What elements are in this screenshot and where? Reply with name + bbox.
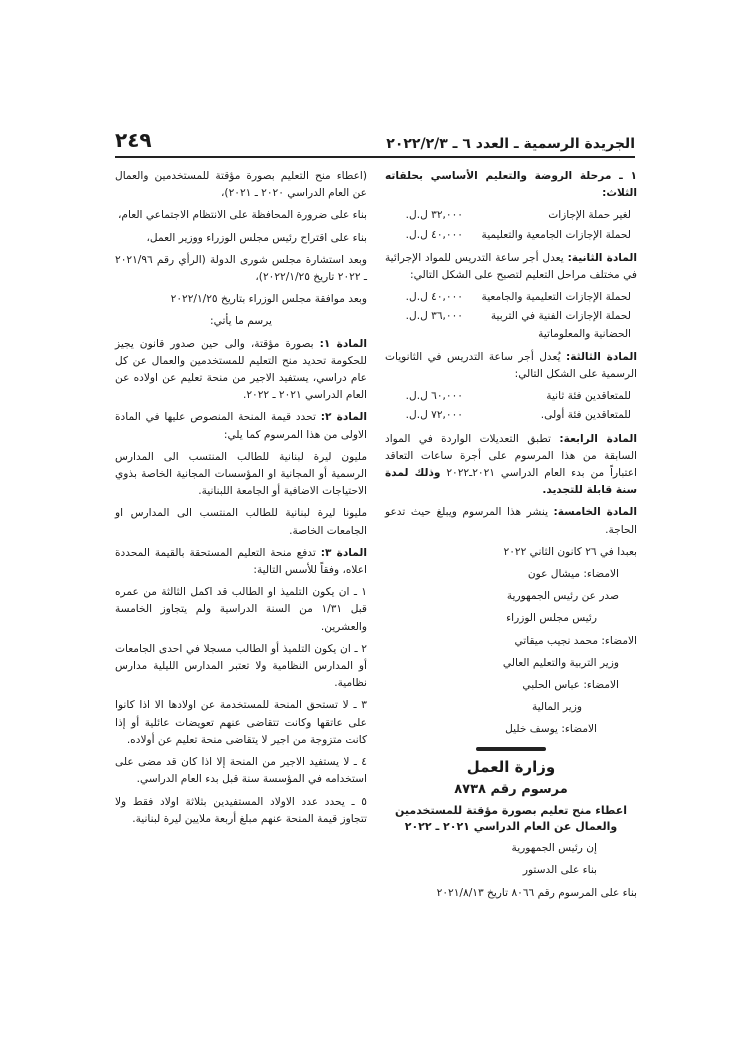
rate-recipient: للمتعاقدين فئة أولى. <box>540 409 631 422</box>
article-text: بصورة مؤقتة، والى حين صدور قانون يجيز للحكومة تحديد منح التعليم للمستخدمين والعمال عن كل عام دراسي، يستفيد الاجير من منحة تعليم عن اولاده عن العام الدراسي ٢٠٢١ ـ ٢٠٢٢. <box>115 337 367 402</box>
paragraph: (اعطاء منح التعليم بصورة مؤقتة للمستخدمين والعمال عن العام الدراسي ٢٠٢٠ ـ ٢٠٢١)، <box>115 170 367 200</box>
ministry-heading: وزارة العمل <box>466 757 556 776</box>
paragraph: وبعد استشارة مجلس شورى الدولة (الرأي رقم ٢٠٢١/٩٦ ـ ٢٠٢٢ تاريخ ٢٠٢٢/١/٢٥)، <box>115 253 367 284</box>
article-label: المادة الثالثة: <box>565 350 637 363</box>
page-number: ٢٤٩ <box>115 128 152 152</box>
article-2 <box>115 409 367 443</box>
article-2 <box>385 250 637 284</box>
signature-edu-minister: الامضاء: عباس الحلبي <box>522 679 619 692</box>
condition-item: ٢ ـ ان يكون التلميذ أو الطالب مسجلا في احدى الجامعات أو المدارس النظامية ولا تعتبر المدارس الليلية مدارس نظامية. <box>115 642 367 690</box>
rate-amount: ٤٠,٠٠٠ ل.ل. <box>405 291 463 304</box>
condition-item: ٣ ـ لا تستحق المنحة للمستخدمة عن اولادها الا اذا كانوا على عاتقها وكانت تتقاضى عنهم تعويضات عائلية أو إذا كانت متزوجة من اجير لا يتقاضى منحة تعليم عن أولاده. <box>115 699 367 746</box>
rate-amount: ٣٦,٠٠٠ ل.ل. <box>405 310 463 323</box>
rate-recipient: لحملة الإجازات التعليمية والجامعية <box>481 291 631 304</box>
section-divider <box>476 747 546 751</box>
rate-recipient: لغير حملة الإجازات <box>548 209 631 222</box>
article-text: تدفع منحة التعليم المستحقة بالقيمة المحددة اعلاه، وفقاً للأسس التالية: <box>115 546 367 577</box>
article-5 <box>385 504 637 538</box>
rate-recipient: لحملة الإجازات الفنية في التربية الحضانية والمعلوماتية <box>490 310 631 340</box>
rate-row <box>385 407 637 424</box>
decree-title: اعطاء منح تعليم بصورة مؤقتة للمستخدمين والعمال عن العام الدراسي ٢٠٢١ ـ ٢٠٢٢ <box>395 804 627 834</box>
article-label: المادة الخامسة: <box>553 506 637 519</box>
rate-row <box>385 289 637 306</box>
pm-title: رئيس مجلس الوزراء <box>506 612 597 625</box>
paragraph: مليونا ليرة لبنانية للطالب المنتسب الى المدارس او الجامعات الخاصة. <box>115 507 367 537</box>
article-4 <box>385 431 637 500</box>
decree-formula: يرسم ما يأتي: <box>210 315 272 328</box>
article-text: يُعدل أجر ساعة التدريس في الثانويات الرسمية على الشكل التالي: <box>385 350 637 381</box>
article-text: تحدد قيمة المنحة المنصوص عليها في المادة الاولى من هذا المرسوم كما يلي: <box>115 411 367 441</box>
rate-row <box>385 227 637 244</box>
preamble-line: بناء على الدستور <box>522 864 597 877</box>
article-label: المادة الرابعة: <box>559 432 637 445</box>
rate-amount: ٧٢,٠٠٠ ل.ل. <box>405 409 463 422</box>
signature-pm: الامضاء: محمد نجيب ميقاتي <box>514 634 637 647</box>
left-column <box>115 168 367 833</box>
condition-item: ١ ـ ان يكون التلميذ او الطالب قد اكمل الثالثة من عمره قبل ١/٣١ من السنة الدراسية ولم يتجاوز الخامسة والعشرين. <box>115 586 367 633</box>
fin-minister-title: وزير المالية <box>531 701 582 714</box>
sign-date: بعبدا في ٢٦ كانون الثاني ٢٠٢٢ <box>503 545 637 558</box>
signature-president: الامضاء: ميشال عون <box>527 568 619 581</box>
article-3 <box>115 545 367 579</box>
article-text: ينشر هذا المرسوم ويبلغ حيث تدعو الحاجة. <box>385 506 637 536</box>
paragraph: مليون ليرة لبنانية للطالب المنتسب الى المدارس الرسمية أو المجانية او المؤسسات المجانية الخاصة بذوي الاحتياجات الاضافية أو الجامعة اللبنانية. <box>115 450 367 498</box>
rate-row <box>385 207 637 224</box>
rate-amount: ٣٢,٠٠٠ ل.ل. <box>405 209 463 222</box>
article-text: تطبق التعديلات الواردة في المواد السابقة من هذا المرسوم على أجرة ساعات التعاقد اعتباراً من بدء العام الدراسي ٢٠٢١ـ٢٠٢٢ <box>385 432 637 480</box>
right-column <box>385 168 637 907</box>
preamble-line: إن رئيس الجمهورية <box>511 842 597 855</box>
signature-fin-minister: الامضاء: يوسف خليل <box>505 723 597 736</box>
article-label: المادة ٢: <box>320 411 367 424</box>
paragraph: بناء على ضرورة المحافظة على الانتظام الاجتماعي العام، <box>118 209 367 222</box>
article-label: المادة ١: <box>319 337 367 350</box>
paragraph: وبعد موافقة مجلس الوزراء بتاريخ ٢٠٢٢/١/٢٥ <box>170 293 367 306</box>
rate-row <box>385 388 637 405</box>
paragraph: بناء على اقتراح رئيس مجلس الوزراء ووزير العمل، <box>146 231 367 244</box>
article-text: يعدل أجر ساعة التدريس للمواد الإجرائية في مختلف مراحل التعليم لتصبح على الشكل التالي: <box>385 251 637 282</box>
rate-recipient: للمتعاقدين فئة ثانية <box>546 390 631 403</box>
rate-amount: ٦٠,٠٠٠ ل.ل. <box>405 390 463 403</box>
article-text-bold: وذلك لمدة سنة قابلة للتجديد. <box>385 467 637 497</box>
condition-item: ٥ ـ يحدد عدد الاولاد المستفيدين بثلاثة اولاد فقط ولا تتجاوز قيمة المنحة عنهم مبلغ أربعة ملايين ليرة لبنانية. <box>115 795 367 825</box>
article-1 <box>115 336 367 405</box>
stage-heading: ١ ـ مرحلة الروضة والتعليم الأساسي بحلقاته الثلاث: <box>385 170 637 200</box>
article-label: المادة الثانية: <box>567 251 637 264</box>
preamble-line: بناء على المرسوم رقم ٨٠٦٦ تاريخ ٢٠٢١/٨/١٣ <box>436 886 637 899</box>
rate-recipient: لحملة الإجازات الجامعية والتعليمية <box>481 228 631 241</box>
rate-amount: ٤٠,٠٠٠ ل.ل. <box>405 228 463 241</box>
article-label: المادة ٣: <box>320 546 367 559</box>
gazette-title: الجريدة الرسمية ـ العدد ٦ ـ ٢٠٢٢/٢/٣ <box>386 136 635 152</box>
article-3 <box>385 349 637 383</box>
edu-minister-title: وزير التربية والتعليم العالي <box>502 656 619 669</box>
issued-by: صدر عن رئيس الجمهورية <box>506 590 619 603</box>
decree-number: مرسوم رقم ٨٧٣٨ <box>454 781 568 797</box>
rate-row <box>385 308 637 342</box>
page-header <box>115 128 635 158</box>
condition-item: ٤ ـ لا يستفيد الاجير من المنحة إلا اذا كان قد مضى على استخدامه في المؤسسة سنة قبل بدء العام الدراسي. <box>115 756 367 786</box>
